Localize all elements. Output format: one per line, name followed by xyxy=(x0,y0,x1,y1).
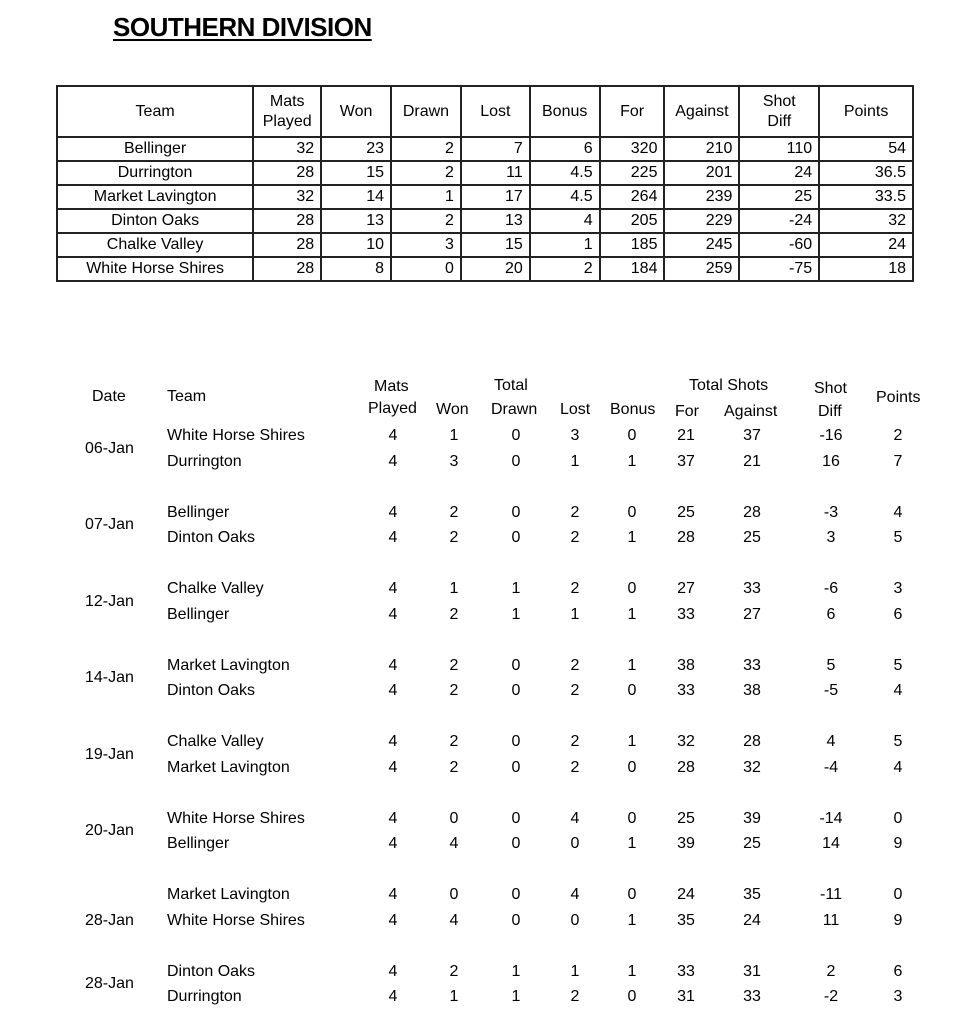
fixture-cell-against: 33 xyxy=(743,580,761,597)
fixture-cell-bonus: 1 xyxy=(627,962,637,980)
fixture-cell-played: 4 xyxy=(388,758,398,776)
fixture-cell-lost: 0 xyxy=(570,835,580,852)
fixture-cell-played: 4 xyxy=(388,911,398,929)
fixture-cell-lost: 4 xyxy=(570,886,580,903)
fixture-cell-lost: 2 xyxy=(570,988,580,1005)
fixture-cell-won: 1 xyxy=(449,427,459,444)
results-header-shot: Shot xyxy=(814,380,847,397)
fixture-cell-against: 21 xyxy=(743,452,761,470)
fixture-cell-lost: 1 xyxy=(570,962,580,980)
fixture-cell-diff: 11 xyxy=(822,911,840,929)
standings-cell-diff: 25 xyxy=(739,185,819,209)
fixture-cell-points: 0 xyxy=(893,886,903,903)
fixture-date: 14-Jan xyxy=(85,669,134,687)
standings-cell-team: White Horse Shires xyxy=(57,257,253,281)
fixture-cell-against: 33 xyxy=(743,656,761,674)
fixture-cell-against: 27 xyxy=(743,605,761,623)
fixture-cell-bonus: 0 xyxy=(627,988,637,1005)
standings-cell-team: Chalke Valley xyxy=(57,233,253,257)
standings-cell-points: 36.5 xyxy=(819,161,913,185)
fixture-cell-won: 1 xyxy=(449,580,459,597)
standings-cell-played: 28 xyxy=(253,161,321,185)
fixture-cell-drawn: 0 xyxy=(511,886,521,903)
fixture-cell-diff: 4 xyxy=(826,733,836,750)
results-header-total: Total xyxy=(494,377,528,394)
fixture-cell-against: 25 xyxy=(743,835,761,852)
fixture-cell-points: 9 xyxy=(893,835,903,852)
fixture-team-name: White Horse Shires xyxy=(167,911,305,929)
standings-cell-team: Bellinger xyxy=(57,137,253,161)
fixture-cell-for: 28 xyxy=(677,758,695,776)
fixture-cell-against: 24 xyxy=(743,911,761,929)
fixture-cell-for: 38 xyxy=(677,656,695,674)
col-header-bonus: Bonus xyxy=(530,86,600,137)
fixture-cell-against: 39 xyxy=(743,809,761,827)
standings-cell-for: 205 xyxy=(600,209,665,233)
fixture-cell-bonus: 1 xyxy=(627,911,637,929)
standings-cell-bonus: 4 xyxy=(530,209,600,233)
fixture-cell-for: 32 xyxy=(677,733,695,750)
fixture-cell-points: 2 xyxy=(893,427,903,444)
fixture-cell-won: 3 xyxy=(449,452,459,470)
fixture-cell-for: 25 xyxy=(677,809,695,827)
fixture-cell-drawn: 0 xyxy=(511,427,521,444)
fixture-cell-points: 5 xyxy=(893,733,903,750)
fixture-cell-lost: 1 xyxy=(570,452,580,470)
fixture-cell-bonus: 1 xyxy=(627,452,637,470)
col-header-against: Against xyxy=(664,86,739,137)
standings-cell-points: 18 xyxy=(819,257,913,281)
fixture-cell-for: 24 xyxy=(677,886,695,903)
results-header-points: Points xyxy=(876,389,921,406)
col-header-drawn: Drawn xyxy=(391,86,461,137)
fixture-cell-won: 2 xyxy=(449,733,459,750)
fixture-cell-won: 2 xyxy=(449,962,459,980)
results-header-drawn: Drawn xyxy=(491,401,538,418)
standings-cell-won: 23 xyxy=(321,137,391,161)
standings-cell-bonus: 4.5 xyxy=(530,185,600,209)
fixture-cell-points: 3 xyxy=(893,580,903,597)
fixture-cell-bonus: 0 xyxy=(627,758,637,776)
standings-cell-drawn: 2 xyxy=(391,137,461,161)
fixture-cell-drawn: 0 xyxy=(511,682,521,699)
fixture-cell-drawn: 0 xyxy=(511,733,521,750)
fixture-cell-won: 4 xyxy=(449,911,459,929)
fixture-team-name: Market Lavington xyxy=(167,656,290,674)
fixture-team-name: Dinton Oaks xyxy=(167,962,256,980)
col-header-shot-diff: Shot Diff xyxy=(739,86,819,137)
standings-cell-for: 225 xyxy=(600,161,665,185)
fixture-cell-diff: -14 xyxy=(819,809,843,827)
fixture-cell-played: 4 xyxy=(388,886,398,903)
standings-cell-bonus: 2 xyxy=(530,257,600,281)
fixture-date: 28-Jan xyxy=(85,911,134,929)
standings-cell-points: 24 xyxy=(819,233,913,257)
fixture-cell-bonus: 1 xyxy=(627,529,637,546)
results-header-mats: Mats xyxy=(374,378,409,395)
fixture-cell-points: 5 xyxy=(893,529,903,546)
fixture-cell-points: 4 xyxy=(893,758,903,776)
standings-cell-drawn: 1 xyxy=(391,185,461,209)
fixture-cell-drawn: 0 xyxy=(511,911,521,929)
standings-cell-against: 210 xyxy=(664,137,739,161)
fixture-cell-diff: 2 xyxy=(826,962,836,980)
fixture-cell-points: 4 xyxy=(893,503,903,521)
standings-cell-played: 32 xyxy=(253,185,321,209)
fixture-cell-played: 4 xyxy=(388,656,398,674)
standings-cell-lost: 7 xyxy=(461,137,530,161)
fixture-cell-won: 2 xyxy=(449,529,459,546)
fixture-cell-drawn: 1 xyxy=(511,988,521,1005)
fixture-cell-won: 2 xyxy=(449,758,459,776)
results-header-team: Team xyxy=(167,388,207,405)
standings-cell-points: 54 xyxy=(819,137,913,161)
standings-cell-drawn: 2 xyxy=(391,161,461,185)
fixture-cell-lost: 4 xyxy=(570,809,580,827)
standings-cell-points: 33.5 xyxy=(819,185,913,209)
standings-cell-points: 32 xyxy=(819,209,913,233)
standings-cell-team: Market Lavington xyxy=(57,185,253,209)
results-header-played: Played xyxy=(368,400,417,417)
fixture-cell-lost: 2 xyxy=(570,529,580,546)
fixture-cell-diff: 14 xyxy=(822,835,840,852)
fixture-team-name: Durrington xyxy=(167,988,242,1005)
fixture-cell-against: 35 xyxy=(743,886,761,903)
standings-cell-won: 10 xyxy=(321,233,391,257)
standings-cell-diff: 24 xyxy=(739,161,819,185)
fixture-cell-lost: 2 xyxy=(570,758,580,776)
col-header-won: Won xyxy=(321,86,391,137)
fixture-date: 19-Jan xyxy=(85,745,134,763)
col-header-for: For xyxy=(600,86,665,137)
fixture-cell-points: 3 xyxy=(893,988,903,1005)
standings-cell-against: 229 xyxy=(664,209,739,233)
standings-cell-for: 184 xyxy=(600,257,665,281)
fixture-cell-bonus: 0 xyxy=(627,682,637,699)
fixture-cell-drawn: 1 xyxy=(511,605,521,623)
standings-cell-diff: 110 xyxy=(739,137,819,161)
fixture-cell-for: 25 xyxy=(677,503,695,521)
fixture-cell-diff: -2 xyxy=(823,988,839,1005)
standings-cell-lost: 17 xyxy=(461,185,530,209)
results-header-won: Won xyxy=(436,401,469,418)
standings-cell-for: 185 xyxy=(600,233,665,257)
fixture-cell-bonus: 0 xyxy=(627,886,637,903)
fixture-cell-diff: 3 xyxy=(826,529,836,546)
standings-cell-played: 32 xyxy=(253,137,321,161)
fixture-cell-for: 39 xyxy=(677,835,695,852)
standings-cell-drawn: 3 xyxy=(391,233,461,257)
fixture-cell-drawn: 0 xyxy=(511,835,521,852)
fixture-date: 06-Jan xyxy=(85,439,134,457)
fixture-cell-diff: -16 xyxy=(819,427,843,444)
fixture-cell-played: 4 xyxy=(388,529,398,546)
standings-cell-lost: 13 xyxy=(461,209,530,233)
standings-cell-drawn: 2 xyxy=(391,209,461,233)
standings-cell-diff: -24 xyxy=(739,209,819,233)
fixture-cell-drawn: 0 xyxy=(511,809,521,827)
fixture-cell-won: 2 xyxy=(449,656,459,674)
fixture-cell-bonus: 0 xyxy=(627,580,637,597)
fixture-team-name: Dinton Oaks xyxy=(167,682,256,699)
fixture-cell-diff: -3 xyxy=(823,503,839,521)
fixture-cell-lost: 2 xyxy=(570,656,580,674)
fixture-team-name: Bellinger xyxy=(167,503,230,521)
fixture-cell-bonus: 1 xyxy=(627,835,637,852)
fixture-cell-against: 28 xyxy=(743,733,761,750)
fixture-cell-played: 4 xyxy=(388,988,398,1005)
fixture-cell-won: 2 xyxy=(449,503,459,521)
fixture-cell-bonus: 0 xyxy=(627,427,637,444)
standings-cell-bonus: 1 xyxy=(530,233,600,257)
fixture-cell-for: 33 xyxy=(677,605,695,623)
fixture-cell-drawn: 1 xyxy=(511,580,521,597)
fixture-team-name: Bellinger xyxy=(167,835,230,852)
standings-cell-played: 28 xyxy=(253,257,321,281)
fixture-cell-for: 33 xyxy=(677,682,695,699)
col-header-lost: Lost xyxy=(461,86,530,137)
standings-cell-lost: 11 xyxy=(461,161,530,185)
fixture-cell-against: 38 xyxy=(743,682,761,699)
fixture-cell-points: 7 xyxy=(893,452,903,470)
fixture-cell-played: 4 xyxy=(388,733,398,750)
results-header-bonus: Bonus xyxy=(610,401,656,418)
fixture-cell-points: 0 xyxy=(893,809,903,827)
fixture-cell-against: 25 xyxy=(743,529,761,546)
standings-cell-team: Dinton Oaks xyxy=(57,209,253,233)
fixture-team-name: Market Lavington xyxy=(167,886,290,903)
fixture-cell-bonus: 0 xyxy=(627,809,637,827)
fixture-cell-bonus: 1 xyxy=(627,656,637,674)
fixture-cell-bonus: 1 xyxy=(627,733,637,750)
fixture-cell-played: 4 xyxy=(388,503,398,521)
fixture-cell-for: 21 xyxy=(677,427,695,444)
fixture-team-name: White Horse Shires xyxy=(167,809,305,827)
fixture-cell-won: 2 xyxy=(449,682,459,699)
standings-cell-against: 201 xyxy=(664,161,739,185)
fixture-cell-played: 4 xyxy=(388,452,398,470)
fixture-team-name: Market Lavington xyxy=(167,758,290,776)
fixture-cell-diff: 6 xyxy=(826,605,836,623)
standings-cell-against: 245 xyxy=(664,233,739,257)
standings-cell-lost: 15 xyxy=(461,233,530,257)
fixture-cell-drawn: 0 xyxy=(511,529,521,546)
fixture-date: 20-Jan xyxy=(85,822,134,840)
fixture-cell-for: 35 xyxy=(677,911,695,929)
fixture-cell-for: 37 xyxy=(677,452,695,470)
fixture-cell-drawn: 0 xyxy=(511,656,521,674)
standings-cell-team: Durrington xyxy=(57,161,253,185)
fixture-date: 12-Jan xyxy=(85,592,134,610)
fixture-cell-played: 4 xyxy=(388,835,398,852)
fixture-team-name: White Horse Shires xyxy=(167,427,305,444)
fixture-cell-for: 27 xyxy=(677,580,695,597)
standings-cell-played: 28 xyxy=(253,233,321,257)
standings-cell-for: 264 xyxy=(600,185,665,209)
standings-cell-bonus: 6 xyxy=(530,137,600,161)
fixture-cell-lost: 3 xyxy=(570,427,580,444)
standings-cell-for: 320 xyxy=(600,137,665,161)
results-header-lost: Lost xyxy=(560,401,591,418)
col-header-mats-played: Mats Played xyxy=(253,86,321,137)
fixture-cell-against: 28 xyxy=(743,503,761,521)
fixture-cell-drawn: 0 xyxy=(511,758,521,776)
fixture-cell-played: 4 xyxy=(388,682,398,699)
results-header-date: Date xyxy=(92,388,126,405)
fixture-cell-won: 0 xyxy=(449,886,459,903)
page-title: SOUTHERN DIVISION xyxy=(113,12,372,42)
fixture-cell-drawn: 1 xyxy=(511,962,521,980)
standings-cell-bonus: 4.5 xyxy=(530,161,600,185)
fixture-cell-diff: -11 xyxy=(820,886,842,903)
fixture-team-name: Chalke Valley xyxy=(167,733,264,750)
fixture-team-name: Chalke Valley xyxy=(167,580,264,597)
col-header-team: Team xyxy=(57,86,253,137)
fixture-cell-drawn: 0 xyxy=(511,452,521,470)
standings-cell-won: 8 xyxy=(321,257,391,281)
fixture-cell-drawn: 0 xyxy=(511,503,521,521)
fixture-cell-against: 32 xyxy=(743,758,761,776)
fixture-team-name: Durrington xyxy=(167,452,242,470)
fixture-cell-points: 6 xyxy=(893,962,903,980)
standings-cell-won: 15 xyxy=(321,161,391,185)
fixture-cell-won: 0 xyxy=(449,809,459,827)
fixture-cell-diff: -4 xyxy=(823,758,839,776)
fixture-cell-points: 6 xyxy=(893,605,903,623)
fixture-cell-for: 31 xyxy=(677,988,695,1005)
col-header-points: Points xyxy=(819,86,913,137)
fixture-date: 07-Jan xyxy=(85,516,134,534)
fixture-team-name: Dinton Oaks xyxy=(167,529,256,546)
fixture-cell-for: 28 xyxy=(677,529,695,546)
fixture-cell-played: 4 xyxy=(388,605,398,623)
standings-cell-diff: -60 xyxy=(739,233,819,257)
fixture-cell-bonus: 0 xyxy=(627,503,637,521)
fixture-team-name: Bellinger xyxy=(167,605,230,623)
fixture-cell-against: 33 xyxy=(743,988,761,1005)
results-header-for: For xyxy=(675,403,699,420)
fixture-cell-points: 5 xyxy=(893,656,903,674)
fixture-cell-won: 2 xyxy=(449,605,459,623)
fixture-cell-played: 4 xyxy=(388,427,398,444)
fixture-cell-against: 31 xyxy=(743,962,761,980)
standings-cell-won: 14 xyxy=(321,185,391,209)
fixture-cell-lost: 1 xyxy=(570,605,580,623)
fixture-cell-against: 37 xyxy=(743,427,761,444)
fixture-cell-played: 4 xyxy=(388,809,398,827)
standings-cell-against: 259 xyxy=(664,257,739,281)
fixture-cell-diff: 5 xyxy=(826,656,836,674)
results-header-against: Against xyxy=(724,403,778,420)
fixture-cell-points: 9 xyxy=(893,911,903,929)
fixture-cell-won: 4 xyxy=(449,835,459,852)
results-header-diff: Diff xyxy=(818,403,842,420)
fixture-cell-lost: 2 xyxy=(570,503,580,521)
fixture-cell-diff: 16 xyxy=(822,452,840,470)
standings-cell-drawn: 0 xyxy=(391,257,461,281)
fixture-cell-played: 4 xyxy=(388,962,398,980)
fixture-date: 28-Jan xyxy=(85,975,134,993)
fixture-cell-diff: -5 xyxy=(823,682,839,699)
standings-cell-won: 13 xyxy=(321,209,391,233)
standings-cell-diff: -75 xyxy=(739,257,819,281)
fixture-cell-diff: -6 xyxy=(823,580,839,597)
fixture-cell-points: 4 xyxy=(893,682,903,699)
results-header-total-shots: Total Shots xyxy=(689,377,769,394)
fixture-cell-played: 4 xyxy=(388,580,398,597)
fixture-cell-won: 1 xyxy=(449,988,459,1005)
fixture-cell-lost: 2 xyxy=(570,733,580,750)
standings-cell-against: 239 xyxy=(664,185,739,209)
fixture-cell-lost: 2 xyxy=(570,682,580,699)
fixture-cell-bonus: 1 xyxy=(627,605,637,623)
fixture-cell-for: 33 xyxy=(677,962,695,980)
standings-cell-played: 28 xyxy=(253,209,321,233)
fixture-cell-lost: 0 xyxy=(570,911,580,929)
standings-cell-lost: 20 xyxy=(461,257,530,281)
fixture-cell-lost: 2 xyxy=(570,580,580,597)
